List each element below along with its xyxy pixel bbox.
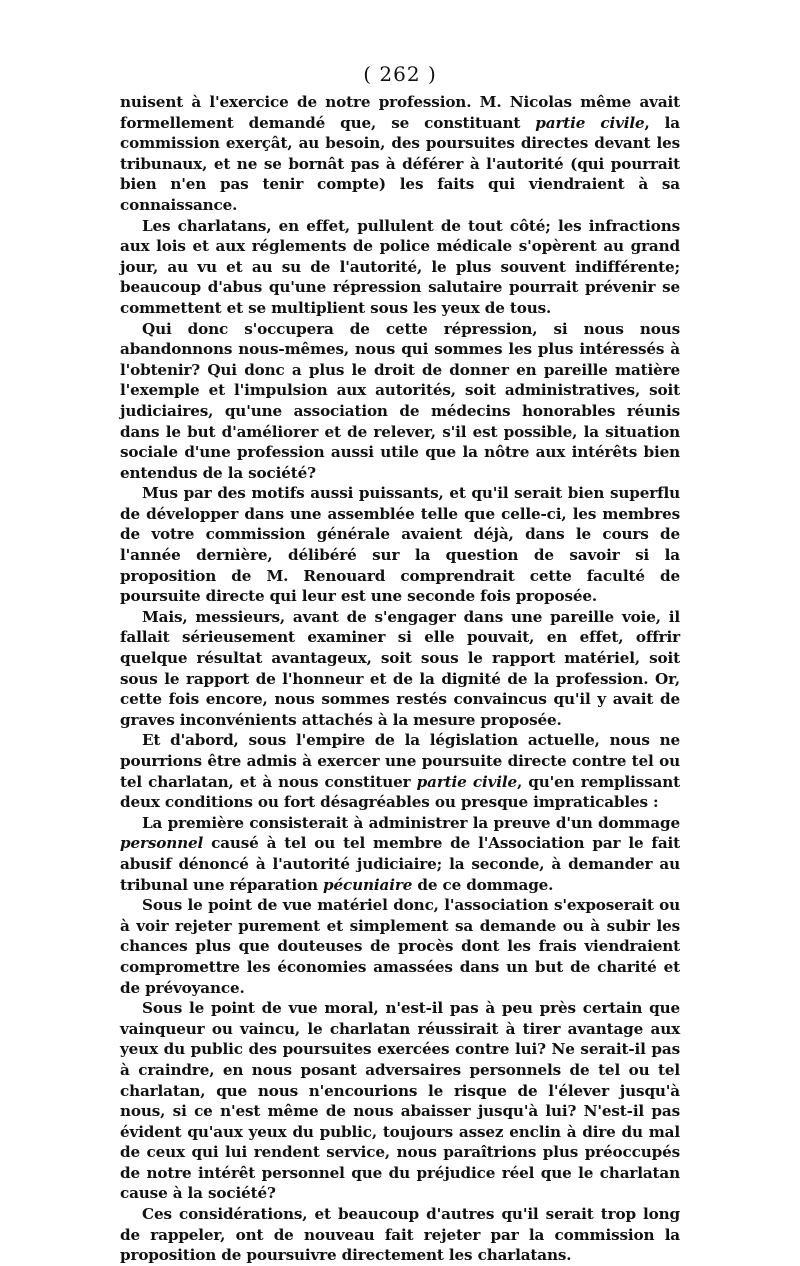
italic-text: partie civile bbox=[535, 113, 645, 132]
paragraph bbox=[120, 813, 680, 895]
text-run: Sous le point de vue matériel donc, l'association s'exposerait ou à voir rejeter purement et simplement sa demande ou à subir les chances plus que douteuses de procès dont les frais viendraient compromettre les économies amassées dans un but de charité et de prévoyance. bbox=[120, 896, 680, 997]
text-run: de ce dommage. bbox=[412, 875, 554, 894]
page-number: ( 262 ) bbox=[363, 62, 437, 86]
paragraph bbox=[120, 319, 680, 484]
paragraph bbox=[120, 607, 680, 731]
text-run: causé à tel ou tel membre de l'Association par le fait abusif dénoncé à l'autorité judiciaire; la seconde, à demander au tribunal une réparation bbox=[120, 834, 680, 894]
text-run: La première consisterait à administrer la preuve d'un dommage bbox=[142, 813, 680, 832]
paragraph bbox=[120, 216, 680, 319]
text-run: Qui donc s'occupera de cette répression, si nous nous abandonnons nous-mêmes, nous qui sommes les plus intéressés à l'obtenir? Qui donc a plus le droit de donner en pareille matière l'exemple et l'impulsion aux autorités, soit administratives, soit judiciaires, qu'une association de médecins honorables réunis dans le but d'améliorer et de relever, s'il est possible, la situation sociale d'une profession aussi utile que la nôtre aux intérêts bien entendus de la société? bbox=[120, 319, 680, 482]
italic-text: pécuniaire bbox=[323, 875, 413, 894]
text-run: Ces considérations, et beaucoup d'autres qu'il serait trop long de rappeler, ont de nouveau fait rejeter par la commission la proposition de poursuivre directement les charlatans. bbox=[120, 1205, 680, 1265]
text-run: Les charlatans, en effet, pullulent de tout côté; les infractions aux lois et aux réglements de police médicale s'opèrent au grand jour, au vu et au su de l'autorité, le plus souvent indifférente; beaucoup d'abus qu'une répression salutaire pourrait prévenir se commettent et se multiplient sous les yeux de tous. bbox=[120, 216, 680, 317]
text-run: nuisent à l'exercice de notre profession. M. Nicolas même avait formellement demandé que, se constituant bbox=[120, 93, 680, 132]
paragraph bbox=[120, 92, 680, 216]
italic-text: partie civile bbox=[416, 772, 517, 791]
paragraph bbox=[120, 730, 680, 812]
text-run: , la commission exerçât, au besoin, des poursuites directes devant les tribunaux, et ne se bornât pas à déférer à l'autorité (qui pourrait bien n'en pas tenir compte) les faits qui viendraient à sa connaissance. bbox=[120, 113, 680, 214]
document-page bbox=[120, 62, 680, 1266]
text-run: Mus par des motifs aussi puissants, et qu'il serait bien superflu de développer dans une assemblée telle que celle-ci, les membres de votre commission générale avaient déjà, dans le cours de l'année dernière, délibéré sur la question de savoir si la proposition de M. Renouard comprendrait cette faculté de poursuite directe qui leur est une seconde fois proposée. bbox=[120, 484, 680, 606]
paragraph bbox=[120, 1204, 680, 1266]
italic-text: personnel bbox=[120, 834, 204, 853]
paragraph bbox=[120, 998, 680, 1204]
text-run: , qu'en remplissant deux conditions ou fort désagréables ou presque impraticables : bbox=[120, 772, 680, 812]
text-run: Mais, messieurs, avant de s'engager dans une pareille voie, il fallait sérieusement examiner si elle pouvait, en effet, offrir quelque résultat avantageux, soit sous le rapport matériel, soit sous le rapport de l'honneur et de la dignité de la profession. Or, cette fois encore, nous sommes restés convaincus qu'il y avait de graves inconvénients attachés à la mesure proposée. bbox=[120, 607, 680, 729]
paragraph bbox=[120, 895, 680, 998]
body-text bbox=[120, 92, 680, 1266]
text-run: Et d'abord, sous l'empire de la législation actuelle, nous ne pourrions être admis à exercer une poursuite directe contre tel ou tel charlatan, et à nous constituer bbox=[120, 731, 680, 791]
text-run: Sous le point de vue moral, n'est-il pas à peu près certain que vainqueur ou vaincu, le charlatan réussirait à tirer avantage aux yeux du public des poursuites exercées contre lui? Ne serait-il pas à craindre, en nous posant adversaires personnels de tel ou tel charlatan, que nous n'encourions le risque de l'élever jusqu'à nous, si ce n'est même de nous abaisser jusqu'à lui? N'est-il pas évident qu'aux yeux du public, toujours assez enclin à dire du mal de ceux qui lui rendent service, nous paraîtrions plus préoccupés de notre intérêt personnel que du préjudice réel que le charlatan cause à la société? bbox=[120, 999, 680, 1203]
paragraph bbox=[120, 483, 680, 607]
